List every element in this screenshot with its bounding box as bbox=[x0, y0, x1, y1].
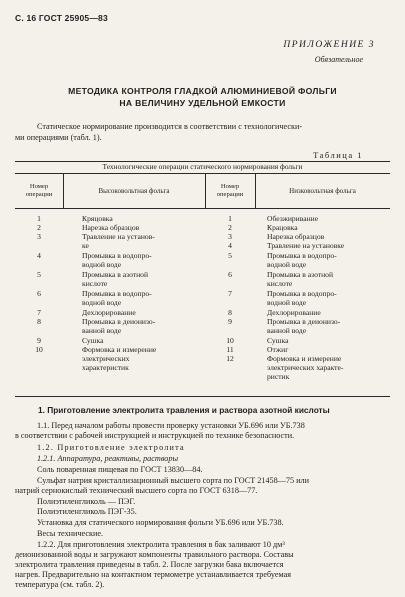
right-op-line: Нарезка образцов bbox=[267, 232, 325, 241]
left-op-line: ке bbox=[82, 241, 89, 250]
right-num-5: 5 bbox=[228, 251, 232, 260]
left-num-8: 8 bbox=[37, 317, 41, 326]
body-line: Полиэтиленгликоль — ПЭГ. bbox=[37, 497, 136, 506]
header-low-voltage: Низковольтная фольга bbox=[289, 187, 356, 195]
left-op-line: Промывка в водопро- bbox=[82, 251, 152, 260]
table-header-rule bbox=[15, 208, 390, 209]
right-num-1: 1 bbox=[228, 214, 232, 223]
right-num-8: 8 bbox=[228, 308, 232, 317]
left-op-line: Формовка и измерение bbox=[82, 345, 157, 354]
right-num-3: 3 bbox=[228, 232, 232, 241]
left-op-line: Дехлорирование bbox=[82, 308, 136, 317]
right-op-line: ванной воде bbox=[267, 326, 307, 335]
table-label: Таблица 1 bbox=[313, 150, 363, 160]
header-num-right-2: операции bbox=[216, 191, 244, 198]
left-op-line: Промывка в деионизо- bbox=[82, 317, 156, 326]
table-bottom-rule bbox=[15, 396, 390, 397]
header-high-voltage: Высоковольтная фольга bbox=[98, 187, 170, 195]
appendix-title: ПРИЛОЖЕНИЕ 3 bbox=[283, 40, 375, 50]
right-op-line: Сушка bbox=[267, 336, 289, 345]
right-num-6: 6 bbox=[228, 270, 232, 279]
right-num-7: 7 bbox=[228, 289, 232, 298]
body-line: Соль поваренная пищевая по ГОСТ 13830—84. bbox=[37, 465, 203, 474]
left-op-line: водной воде bbox=[82, 260, 122, 269]
table-caption: Технологические операции статического нормирования фольги bbox=[102, 162, 303, 171]
right-op-line: электрических характе- bbox=[267, 363, 344, 372]
left-num-7: 7 bbox=[37, 308, 41, 317]
right-num-9: 9 bbox=[228, 317, 232, 326]
right-num-11: 11 bbox=[226, 345, 234, 354]
right-op-line: Обезжиривание bbox=[267, 214, 319, 223]
body-line: Установка для статического нормирования фольги УБ.696 или УБ.738. bbox=[37, 518, 284, 527]
operations-table bbox=[15, 161, 390, 397]
left-op-line: Кряцовка bbox=[82, 214, 113, 223]
body-line: 1.2.2. Для приготовления электролита травления в бак заливают 10 дм³ bbox=[37, 540, 285, 549]
right-op-line: Промывка в водопро- bbox=[267, 289, 337, 298]
body-line: 1.2.1. Аппаратура, реактивы, растворы bbox=[37, 454, 179, 463]
right-num-2: 2 bbox=[228, 223, 232, 232]
right-op-line: кислоте bbox=[267, 279, 293, 288]
right-op-line: Дехлорирование bbox=[267, 308, 321, 317]
left-op-line: водной воде bbox=[82, 298, 122, 307]
right-op-line: водной воде bbox=[267, 298, 307, 307]
left-op-line: Промывка в водопро- bbox=[82, 289, 152, 298]
right-op-line: Травление на установке bbox=[267, 241, 345, 250]
left-num-1: 1 bbox=[37, 214, 41, 223]
right-num-12: 12 bbox=[226, 354, 234, 363]
body-line: Весы технические. bbox=[37, 529, 104, 538]
right-op-line: Промывка в водопро- bbox=[267, 251, 337, 260]
left-num-10: 10 bbox=[35, 345, 43, 354]
right-op-line: ристик bbox=[267, 372, 290, 381]
left-num-3: 3 bbox=[37, 232, 41, 241]
left-num-5: 5 bbox=[37, 270, 41, 279]
header-num-left-1: Номер bbox=[29, 183, 49, 190]
header-num-right-1: Номер bbox=[220, 183, 240, 190]
right-op-line: Промывка в азотной bbox=[267, 270, 334, 279]
body-line: 1.1. Перед началом работы провести проверку установки УБ.696 или УБ.738 bbox=[37, 421, 305, 430]
body-line: деионизованной воды и загружают компоненты травильного раствора. Составы bbox=[15, 550, 294, 559]
left-op-line: характеристик bbox=[82, 363, 129, 372]
body-line: температура (см. табл. 2). bbox=[15, 580, 105, 589]
page-header: С. 16 ГОСТ 25905—83 bbox=[15, 13, 108, 23]
left-num-6: 6 bbox=[37, 289, 41, 298]
body-line: 1.2. Приготовление электролита bbox=[37, 443, 185, 452]
table-caption-rule bbox=[15, 173, 390, 174]
right-op-line: водной воде bbox=[267, 260, 307, 269]
right-num-10: 10 bbox=[226, 336, 234, 345]
left-op-line: Промывка в азотной bbox=[82, 270, 149, 279]
left-op-line: кислоте bbox=[82, 279, 108, 288]
body-line: электролита травления приведены в табл. 2. После загрузки бака включается bbox=[15, 560, 284, 569]
left-op-line: Травление на установ- bbox=[82, 232, 155, 241]
left-op-line: электрических bbox=[82, 354, 130, 363]
right-op-line: Крацовка bbox=[267, 223, 298, 232]
left-num-2: 2 bbox=[37, 223, 41, 232]
body-line: в соответствии с рабочей инструкцией и инструкцией по технике безопасности. bbox=[15, 431, 295, 440]
doc-title-line-1: МЕТОДИКА КОНТРОЛЯ ГЛАДКОЙ АЛЮМИНИЕВОЙ ФОЛЬГИ bbox=[68, 86, 337, 96]
body-line: Полиэтиленгликоль ПЭГ-35. bbox=[37, 507, 137, 516]
intro-line-1: Статическое нормирование производится в соответствии с технологически- bbox=[37, 122, 303, 131]
section-title: 1. Приготовление электролита травления и раствора азотной кислоты bbox=[38, 405, 330, 415]
appendix-subtitle: Обязательное bbox=[314, 55, 363, 64]
body-line: Сульфат натрия кристаллизационный высшего сорта по ГОСТ 21458—75 или bbox=[37, 476, 309, 485]
left-op-line: Нарезка образцов bbox=[82, 223, 140, 232]
body-line: натрий сернокислый технический высшего сорта по ГОСТ 6318—77. bbox=[15, 486, 258, 495]
right-op-line: Формовка и измерение bbox=[267, 354, 342, 363]
left-op-line: Сушка bbox=[82, 336, 104, 345]
right-op-line: Промывка в деионизо- bbox=[267, 317, 341, 326]
right-num-4: 4 bbox=[228, 241, 232, 250]
body-line: нагрев. Предварительно на контактном термометре устанавливается требуемая bbox=[15, 570, 291, 579]
right-op-line: Отжиг bbox=[267, 345, 289, 354]
left-num-9: 9 bbox=[37, 336, 41, 345]
left-num-4: 4 bbox=[37, 251, 41, 260]
doc-title-line-2: НА ВЕЛИЧИНУ УДЕЛЬНОЙ ЕМКОСТИ bbox=[119, 98, 286, 108]
header-num-left-2: операции bbox=[25, 191, 53, 198]
intro-line-2: ми операциями (табл. 1). bbox=[15, 133, 102, 142]
left-op-line: ванной воде bbox=[82, 326, 122, 335]
